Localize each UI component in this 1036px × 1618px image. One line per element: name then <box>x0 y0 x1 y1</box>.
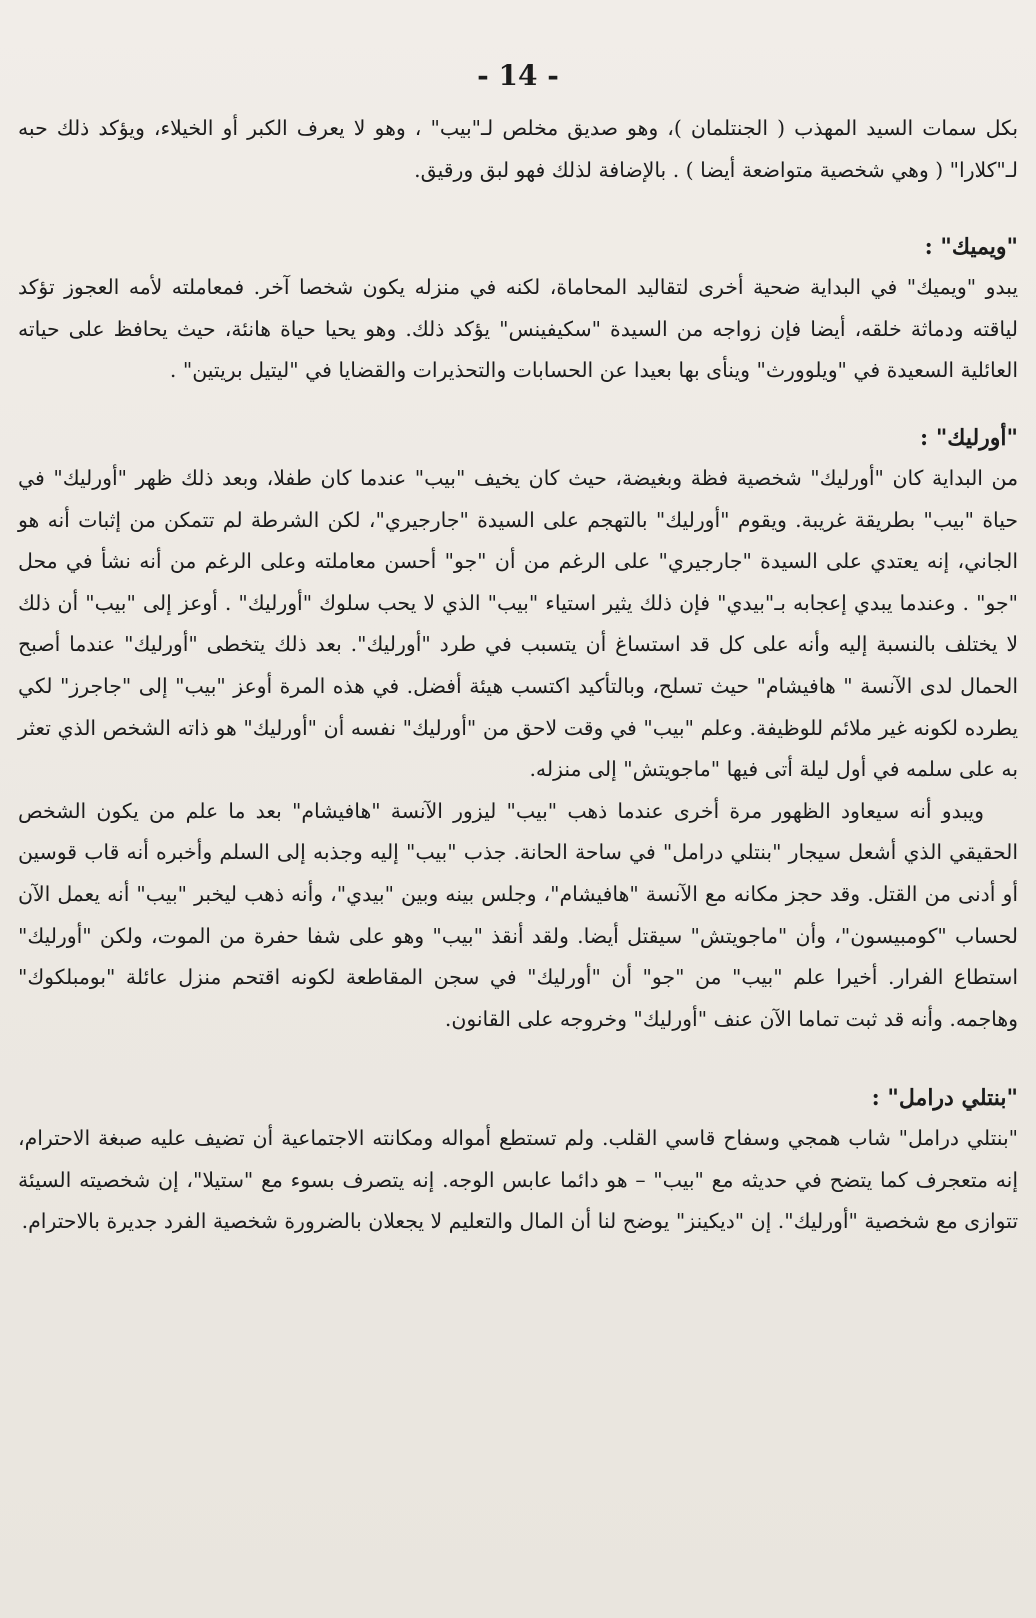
bentley-drummle-paragraph: "بنتلي درامل" شاب همجي وسفاح قاسي القلب. ولم تستطع أمواله ومكانته الاجتماعية أن تضيف عليه صبغة الاحترام، إنه متعجرف كما يتضح في حديثه مع "بيب" – هو دائما عابس الوجه. إنه يتصرف بسوء مع "ستيلا"، إن شخصيته السيئة تتوازى مع شخصية "أورليك". إن "ديكينز" يوضح لنا أن المال والتعليم لا يجعلان بالضرورة شخصية الفرد جديرة بالاحترام. <box>18 1126 1018 1234</box>
section-orlick <box>18 418 1018 1040</box>
wemmick-paragraph: يبدو "ويميك" في البداية ضحية أخرى لتقاليد المحاماة، لكنه في منزله يكون شخصا آخر. فمعاملته لأمه العجوز تؤكد لياقته ودماثة خلقه، أيضا فإن زواجه من السيدة "سكيفينس" يؤكد ذلك. وهو يحيا حياة هانئة، حيث يحافظ على حياته العائلية السعيدة في "ويلوورث" وينأى بها بعيدا عن الحسابات والتحذيرات والقضايا في "ليتيل بريتين" . <box>18 275 1018 383</box>
section-bentley-drummle <box>18 1078 1018 1243</box>
section-spacer <box>18 392 1018 418</box>
intro-paragraph: بكل سمات السيد المهذب ( الجنتلمان )، وهو صديق مخلص لـ"بيب" ، وهو لا يعرف الكبر أو الخيلاء، ويؤكد ذلك حبه لـ"كلارا" ( وهي شخصية متواضعة أيضا ) . بالإضافة لذلك فهو لبق ورقيق. <box>18 116 1018 182</box>
orlick-paragraph-1: من البداية كان "أورليك" شخصية فظة وبغيضة، حيث كان يخيف "بيب" عندما كان طفلا، وبعد ذلك ظهر "أورليك" في حياة "بيب" بطريقة غريبة. ويقوم "أورليك" بالتهجم على السيدة "جارجيري"، لكن الشرطة لم تتمكن من إثبات أنه هو الجاني، إنه يعتدي على السيدة "جارجيري" على الرغم من أن "جو" أحسن معاملته وعلى الرغم من أنه نشأ في محل "جو" . وعندما يبدي إعجابه بـ"بيدي" فإن ذلك يثير استياء "بيب" الذي لا يحب سلوك "أورليك" . أوعز إلى "بيب" أن ذلك لا يختلف بالنسبة إليه وأنه على كل قد استساغ أن يتسبب في طرد "أورليك". بعد ذلك يتخطى "أورليك" عندما أصبح الحمال لدى الآنسة " هافيشام" حيث تسلح، وبالتأكيد اكتسب هيئة أفضل. في هذه المرة أوعز "بيب" إلى "جاجرز" لكي يطرده لكونه غير ملائم للوظيفة. وعلم "بيب" في وقت لاحق من "أورليك" نفسه أن "أورليك" هو ذاته الشخص الذي تعثر به على سلمه في أول ليلة أتى فيها "ماجويتش" إلى منزله. <box>18 465 1018 782</box>
section-heading-bentley-drummle: "بنتلي درامل" : <box>871 1085 1018 1112</box>
section-heading-orlick: "أورليك" : <box>920 424 1018 451</box>
section-wemmick <box>18 227 1018 392</box>
section-spacer <box>18 191 1018 227</box>
page-number: - 14 - <box>477 59 559 92</box>
orlick-paragraph-2: ويبدو أنه سيعاود الظهور مرة أخرى عندما ذهب "بيب" ليزور الآنسة "هافيشام" بعد ما علم من يكون الشخص الحقيقي الذي أشعل سيجار "بنتلي درامل" في ساحة الحانة. جذب "بيب" إليه وجذبه إلى السلم وأخبره أنه قاب قوسين أو أدنى من القتل. وقد حجز مكانه مع الآنسة "هافيشام"، وجلس بينه وبين "بيدي"، وأنه ذهب ليخبر "بيب" أنه يعمل الآن لحساب "كومبيسون"، وأن "ماجويتش" سيقتل أيضا. ولقد أنقذ "بيب" وهو على شفا حفرة من الموت، ولكن "أورليك" استطاع الفرار. أخيرا علم "بيب" من "جو" أن "أورليك" في سجن المقاطعة لكونه اقتحم منزل عائلة "بومبلكوك" وهاجمه. وأنه قد ثبت تماما الآن عنف "أورليك" وخروجه على القانون. <box>18 798 1018 1031</box>
section-spacer <box>18 1040 1018 1078</box>
section-heading-wemmick: "ويميك" : <box>924 234 1018 261</box>
